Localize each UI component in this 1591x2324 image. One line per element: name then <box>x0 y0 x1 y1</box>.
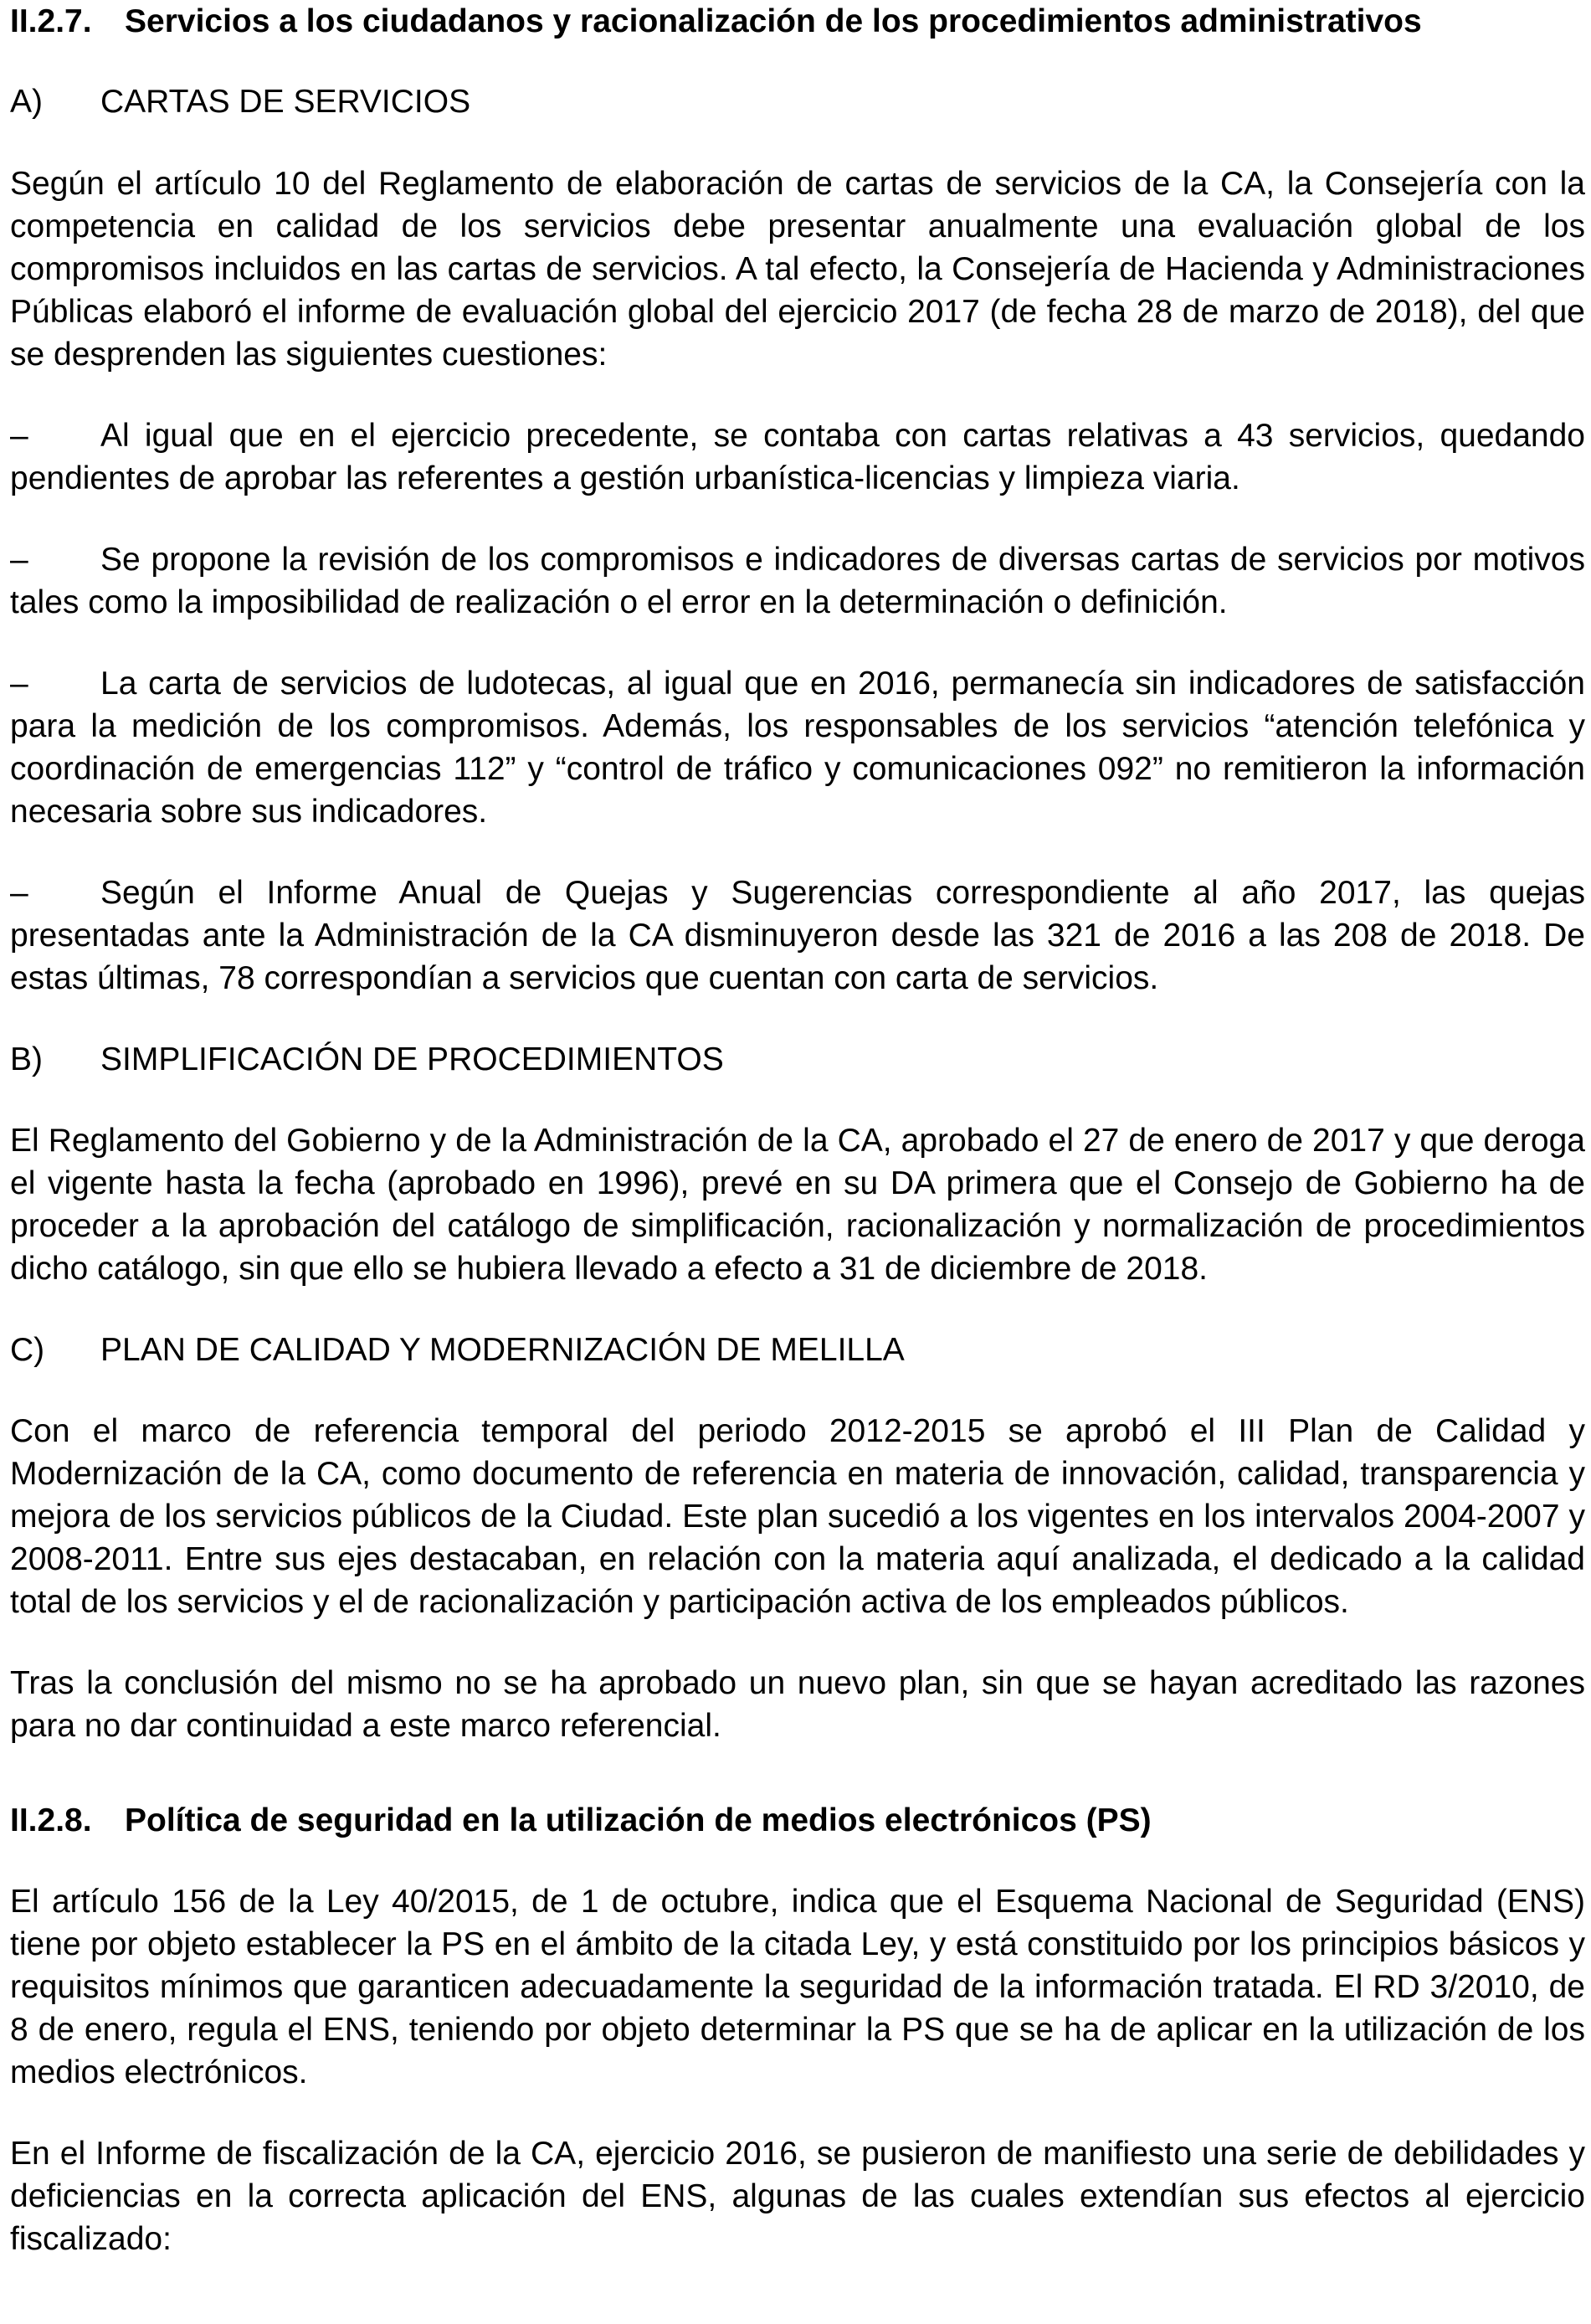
paragraph-cartas-intro: Según el artículo 10 del Reglamento de elaboración de cartas de servicios de la CA, la Consejería con la competencia en calidad de los servicios debe presentar anualmente una evaluación global de los compromisos incluidos en las cartas de servicios. A tal efecto, la Consejería de Hacienda y Administraciones Públicas elaboró el informe de evaluación global del ejercicio 2017 (de fecha 28 de marzo de 2018), del que se desprenden las siguientes cuestiones: <box>10 166 1585 373</box>
dash-marker: – <box>10 875 28 911</box>
section-title: Servicios a los ciudadanos y racionalización de los procedimientos administrativos <box>125 3 1422 39</box>
bullet-text: Al igual que en el ejercicio precedente, se contaba con cartas relativas a 43 servicios, quedando pendientes de aprobar las referentes a gestión urbanística-licencias y limpieza viaria. <box>10 418 1585 496</box>
paragraph-simplificacion: El Reglamento del Gobierno y de la Administración de la CA, aprobado el 27 de enero de 2017 y que deroga el vigente hasta la fecha (aprobado en 1996), prevé en su DA primera que el Consejo de Gobierno ha de proceder a la aprobación del catálogo de simplificación, racionalización y normalización de procedimientos dicho catálogo, sin que ello se hubiera llevado a efecto a 31 de diciembre de 2018. <box>10 1123 1585 1287</box>
section-number: II.2.8. <box>10 1802 92 1838</box>
bullet-item <box>10 538 1585 624</box>
bullet-item <box>10 414 1585 500</box>
subheading-c <box>10 1329 1585 1371</box>
subheading-a <box>10 80 1585 123</box>
bullet-item <box>10 872 1585 1000</box>
paragraph-conclusion-plan: Tras la conclusión del mismo no se ha aprobado un nuevo plan, sin que se hayan acreditado las razones para no dar continuidad a este marco referencial. <box>10 1665 1585 1744</box>
subheading-title: CARTAS DE SERVICIOS <box>100 84 471 120</box>
section-title: Política de seguridad en la utilización de medios electrónicos (PS) <box>125 1802 1152 1838</box>
subheading-b <box>10 1038 1585 1081</box>
subheading-letter: A) <box>10 84 43 120</box>
paragraph-ens-ley: El artículo 156 de la Ley 40/2015, de 1 de octubre, indica que el Esquema Nacional de Seguridad (ENS) tiene por objeto establecer la PS en el ámbito de la citada Ley, y está constituido por los principios básicos y requisitos mínimos que garanticen adecuadamente la seguridad de la información tratada. El RD 3/2010, de 8 de enero, regula el ENS, teniendo por objeto determinar la PS que se ha de aplicar en la utilización de los medios electrónicos. <box>10 1884 1585 2090</box>
dash-marker: – <box>10 542 28 578</box>
dash-marker: – <box>10 418 28 454</box>
subheading-title: PLAN DE CALIDAD Y MODERNIZACIÓN DE MELILLA <box>100 1332 905 1368</box>
bullet-item <box>10 662 1585 833</box>
bullet-text: Según el Informe Anual de Quejas y Sugerencias correspondiente al año 2017, las quejas presentadas ante la Administración de la CA disminuyeron desde las 321 de 2016 a las 208 de 2018. De estas últimas, 78 correspondían a servicios que cuentan con carta de servicios. <box>10 875 1585 996</box>
subheading-title: SIMPLIFICACIÓN DE PROCEDIMIENTOS <box>100 1041 724 1077</box>
dash-marker: – <box>10 666 28 702</box>
subheading-letter: C) <box>10 1332 45 1368</box>
section-number: II.2.7. <box>10 3 92 39</box>
section-heading-ii-2-7 <box>10 0 1585 43</box>
document-page <box>10 0 1585 2260</box>
bullet-text: Se propone la revisión de los compromisos e indicadores de diversas cartas de servicios por motivos tales como la imposibilidad de realización o el error en la determinación o definición. <box>10 542 1585 620</box>
paragraph-plan-calidad: Con el marco de referencia temporal del periodo 2012-2015 se aprobó el III Plan de Calidad y Modernización de la CA, como documento de referencia en materia de innovación, calidad, transparencia y mejora de los servicios públicos de la Ciudad. Este plan sucedió a los vigentes en los intervalos 2004-2007 y 2008-2011. Entre sus ejes destacaban, en relación con la materia aquí analizada, el dedicado a la calidad total de los servicios y el de racionalización y participación activa de los empleados públicos. <box>10 1413 1585 1620</box>
section-heading-ii-2-8 <box>10 1799 1585 1842</box>
bullet-text: La carta de servicios de ludotecas, al igual que en 2016, permanecía sin indicadores de satisfacción para la medición de los compromisos. Además, los responsables de los servicios “atención telefónica y coordinación de emergencias 112” y “control de tráfico y comunicaciones 092” no remitieron la información necesaria sobre sus indicadores. <box>10 666 1585 830</box>
paragraph-ens-informe: En el Informe de fiscalización de la CA, ejercicio 2016, se pusieron de manifiesto una serie de debilidades y deficiencias en la correcta aplicación del ENS, algunas de las cuales extendían sus efectos al ejercicio fiscalizado: <box>10 2136 1585 2257</box>
subheading-letter: B) <box>10 1041 43 1077</box>
